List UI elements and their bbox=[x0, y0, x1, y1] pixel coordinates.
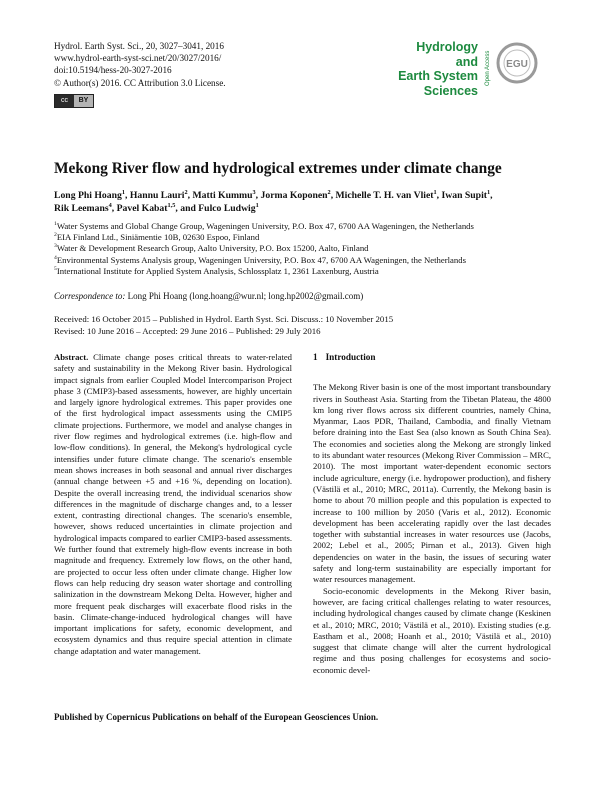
received-date: Received: 16 October 2015 – Published in Hydrol. Earth Syst. Sci. Discuss.: 10 November 2015 bbox=[54, 314, 394, 324]
author-name: Iwan Supit bbox=[441, 190, 487, 201]
affiliation-item: $^1$Water Systems and Global Change Group, Wageningen University, P.O. Box 47, 6700 AA Wageningen, the Netherlands bbox=[54, 221, 474, 231]
author-affiliation-mark: 2 bbox=[184, 188, 188, 196]
license-notice: © Author(s) 2016. CC Attribution 3.0 License. bbox=[54, 77, 226, 88]
citation: Hydrol. Earth Syst. Sci., 20, 3027–3041, 2016 bbox=[54, 41, 224, 51]
author-name: Michelle T. H. van Vliet bbox=[335, 190, 434, 201]
author-affiliation-mark: 1 bbox=[487, 188, 491, 196]
cc-by-badge[interactable] bbox=[54, 94, 94, 108]
by-icon: BY bbox=[74, 95, 93, 107]
author-affiliation-mark: 2 bbox=[327, 188, 331, 196]
publisher-footer: Published by Copernicus Publications on behalf of the European Geosciences Union. bbox=[54, 712, 379, 722]
author-affiliation-mark: 1 bbox=[121, 188, 125, 196]
correspondence bbox=[54, 291, 363, 301]
author-name: Long Phi Hoang bbox=[54, 190, 122, 201]
abstract-text: Climate change poses critical threats to water-related safety and sustainability in the Mekong River basin. Hydrological impact signals from earlier Coupled Model Intercomparison Project phase 3 (CMIP3)-based assessments, however, are highly uncertain and largely ignore hydrological extremes. This paper provides one of the first hydrological impact assessments using the CMIP5 climate projections. Furthermore, we model and analyse changes in river flow regimes and hydrological extremes (i.e. high-flow and low-flow conditions). In general, the Mekong's hydrological cycle intensifies under future climate change. The scenario's ensemble mean shows increases in both seasonal and annual river discharges (annual change between +5 and +16 %, depending on location). Despite the overall increasing trend, the individual scenarios show differences in the magnitude of discharge changes and, to a lesser extent, contrasting directional changes. The scenario's ensemble, however, shows reduced uncertainties in climate projection and hydrological impacts compared to earlier CMIP3-based assessments. We further found that extremely high-flow events increase in both magnitude and frequency. Extremely low flows, on the other hand, are projected to occur less often under climate change. Higher low flows can help reducing dry season water shortage and controlling salinization in the downstream Mekong Delta. However, higher and more frequent peak discharges will exacerbate flood risks in the basin. Climate-change-induced hydrological changes will have important implications for safety, economic development, and ecosystem dynamics and thus require special attention in climate change adaptation and water management. bbox=[54, 352, 292, 656]
journal-logo-text bbox=[392, 40, 478, 98]
author-line: Rik Leemans$^4$, Pavel Kabat$^{1,5}$, and Fulco Ludwig$^1$ bbox=[54, 201, 259, 214]
article-title: Mekong River flow and hydrological extremes under climate change bbox=[54, 160, 502, 177]
affiliation-item: $^2$EIA Finland Ltd., Siniämentie 10B, 02630 Espoo, Finland bbox=[54, 232, 260, 243]
author-line: Long Phi Hoang$^1$, Hannu Lauri$^2$, Matti Kummu$^3$, Jorma Koponen$^2$, Michelle T. H. van Vliet$^1$, Iwan Supit$^1$, bbox=[54, 188, 493, 201]
author-affiliation-mark: 3 bbox=[252, 188, 256, 196]
article-url[interactable]: www.hydrol-earth-syst-sci.net/20/3027/2016/ bbox=[54, 53, 222, 64]
author-name: Jorma Koponen bbox=[260, 190, 328, 201]
author-name: Fulco Ludwig bbox=[198, 203, 256, 214]
cc-icon: cc bbox=[61, 97, 68, 104]
section-number: 1 bbox=[313, 352, 318, 362]
article-metadata bbox=[54, 40, 226, 89]
journal-name-line: Hydrology and bbox=[416, 40, 478, 69]
svg-text:EGU: EGU bbox=[506, 59, 528, 70]
open-access-label bbox=[482, 38, 492, 88]
author-name: Rik Leemans bbox=[54, 203, 109, 214]
section-title: Introduction bbox=[325, 352, 376, 362]
doi[interactable]: doi:10.5194/hess-20-3027-2016 bbox=[54, 65, 172, 76]
journal-name-line: Earth System bbox=[398, 69, 478, 83]
egu-logo bbox=[496, 42, 538, 84]
author-affiliation-mark: 4 bbox=[108, 201, 112, 209]
paragraph: The Mekong River basin is one of the most important transboundary rivers in Southeast Asia. Starting from the Tibetan Plateau, the 4800 km long river flows across six different countries, namely China, Myanmar, Laos PDR, Thailand, Cambodia, and finally Vietnam before draining into the East Sea (also known as South China Sea). The economies and societies along the Mekong are strongly linked to its abundant water resources (Mekong River Commission – MRC, 2010). The most important water-dependent economic sectors include agriculture, energy (i.e. hydropower production), and fishery (Västilä et al., 2010; MRC, 2011a). Currently, the Mekong basin is home to about 70 million people and this population is expected to increase to 100 million by 2050 (Varis et al., 2012). Economic development has been accelerating rapidly over the last decades together with substantial increases in water resources use (Jacobs, 2002; Lebel et al., 2005; Pirnan et al., 2013). Given high dependencies on water in the basin, the issues of securing water safety and long-term sustainability are especially important for water resources management. bbox=[313, 382, 551, 585]
author-affiliation-mark: 1,5 bbox=[167, 201, 176, 209]
author-affiliation-mark: 1 bbox=[255, 201, 259, 209]
author-list bbox=[54, 189, 554, 215]
paragraph: Socio-economic developments in the Mekong River basin, however, are facing critical challenges relating to water resources, including hydrological changes caused by climate change (Keskinen et al., 2010; MRC, 2010; Västilä et al., 2010). Existing studies (e.g. Eastham et al., 2008; Hoanh et al., 2010; Västilä et al., 2010) suggest that climate change will alter the current hydrological regime and thus posing challenges for ecosystems and socio-economic devel- bbox=[313, 585, 551, 675]
affiliation-item: $^4$Environmental Systems Analysis group, Wageningen University, P.O. Box 47, 6700 AA Wageningen, the Netherlands bbox=[54, 254, 466, 265]
publication-dates bbox=[54, 313, 393, 337]
affiliations bbox=[54, 221, 554, 277]
section-heading bbox=[313, 352, 551, 363]
introduction-section bbox=[313, 352, 551, 676]
svg-text:Open Access: Open Access bbox=[485, 50, 491, 86]
abstract bbox=[54, 352, 292, 657]
correspondence-text[interactable]: Long Phi Hoang (long.hoang@wur.nl; long.hp2002@gmail.com) bbox=[127, 291, 364, 301]
affiliation-item: $^3$Water & Development Research Group, Aalto University, P.O. Box 15200, Aalto, Finland bbox=[54, 243, 369, 254]
abstract-label: Abstract. bbox=[54, 352, 89, 362]
revised-date: Revised: 10 June 2016 – Accepted: 29 June 2016 – Published: 29 July 2016 bbox=[54, 326, 321, 336]
author-name: Pavel Kabat bbox=[116, 203, 168, 214]
author-affiliation-mark: 1 bbox=[433, 188, 437, 196]
affiliation-item: $^5$International Institute for Applied System Analysis, Schlossplatz 1, 2361 Laxenburg, Austria bbox=[54, 265, 379, 276]
journal-name-line: Sciences bbox=[423, 83, 478, 98]
author-name: Hannu Lauri bbox=[129, 190, 185, 201]
author-name: Matti Kummu bbox=[192, 190, 253, 201]
correspondence-label: Correspondence to: bbox=[54, 291, 126, 301]
